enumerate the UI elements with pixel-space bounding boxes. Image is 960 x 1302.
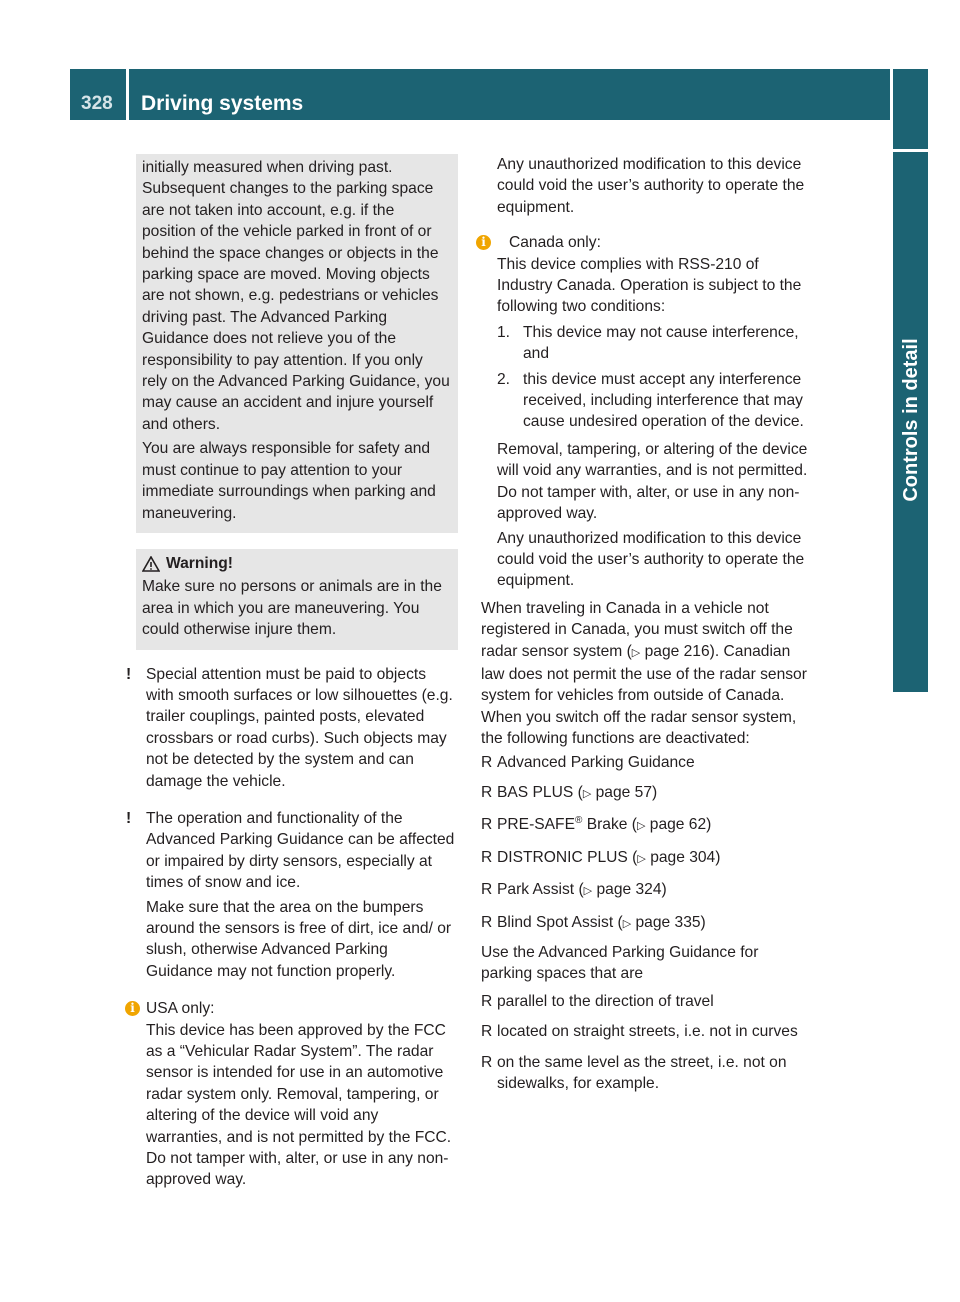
page-header (70, 69, 890, 120)
bullet-icon: R (481, 816, 493, 834)
canada-text: This device complies with RSS-210 of Industry Canada. Operation is subject to the following two conditions: (497, 255, 802, 316)
page-number-box (70, 69, 126, 120)
bullet-icon: R (481, 881, 493, 899)
warning-text: Make sure no persons or animals are in the area in which you are maneuvering. You could otherwise injure them. (142, 578, 442, 639)
list-item: R BAS PLUS (▷ page 57) (481, 782, 813, 805)
page-ref-link[interactable]: page 304 (650, 848, 716, 866)
warning-title-row (142, 553, 452, 574)
canada-unauthorized-text: Any unauthorized modification to this device could void the user’s authority to operate the equipment. (497, 529, 805, 590)
page-ref-link[interactable]: page 216 (644, 642, 710, 660)
list-item: R Park Assist (▷ page 324) (481, 879, 813, 902)
parking-conditions (481, 991, 813, 1095)
page-number: 328 (81, 93, 113, 114)
warning-title: Warning! (166, 554, 233, 572)
use-intro: Use the Advanced Parking Guidance for parking spaces that are (481, 944, 759, 983)
traveling-paragraph: When traveling in Canada in a vehicle not registered in Canada, you must switch off the radar sensor system (▷ page 216). Canadian law does not permit the use of the radar sensor system for vehicles from outside of Canada. When you switch off the radar sensor system, the following functions are deactivated: (481, 599, 807, 748)
usa-text: This device has been approved by the FCC as a “Vehicular Radar System”. The radar sensor is intended for use in an automotive radar system only. Removal, tampering, or altering of the device will void any warranties, and is not permitted by the FCC. Do not tamper with, alter, or use in any non-approved way. (146, 1021, 452, 1189)
page-ref-link[interactable]: page 62 (649, 816, 707, 834)
bullet-icon: R (481, 848, 493, 866)
usa-heading: USA only: (146, 1000, 215, 1018)
note-sensors-text-2: Make sure that the area on the bumpers around the sensors is free of dirt, ice and/ or slush, otherwise Advanced Parking Guidance may not function properly. (146, 898, 452, 980)
page-ref-arrow-icon: ▷ (637, 852, 646, 865)
note-usa (130, 998, 458, 1191)
note-objects (126, 664, 458, 792)
bullet-icon: R (481, 753, 493, 771)
page-ref-arrow-icon: ▷ (582, 787, 592, 800)
bullet-icon: R (481, 1053, 493, 1071)
list-item: R on the same level as the street, i.e. not on sidewalks, for example. (481, 1053, 787, 1093)
list-item: R Blind Spot Assist (▷ page 335) (481, 912, 813, 935)
danger-box-continued (136, 154, 458, 533)
list-item: R PRE-SAFE® Brake (▷ page 62) (481, 814, 813, 837)
bullet-icon: R (481, 1023, 493, 1041)
note-objects-text: Special attention must be paid to objects with smooth surfaces or low silhouettes (e.g. trailer couplings, painted posts, elevated crossbars or road curbs). Such objects may not be detected by the system and can damage the vehicle. (146, 665, 453, 790)
usa-continued (481, 154, 813, 218)
exclaim-icon: ! (126, 665, 132, 683)
page-ref-link[interactable]: page 57 (595, 783, 652, 801)
sidebar-label: Controls in detail (899, 338, 922, 502)
right-column (481, 154, 813, 1103)
info-icon: i (476, 235, 491, 250)
left-column (126, 154, 458, 1194)
canada-removal-text: Removal, tampering, or altering of the device will void any warranties, and is not permitted. Do not tamper with, alter, or use in any non-approved way. (497, 440, 808, 523)
usa-unauthorized-text: Any unauthorized modification to this device could void the user’s authority to operate the equipment. (497, 156, 805, 216)
section-title-bar (129, 69, 890, 120)
list-item: 1. This device may not cause interference, and (497, 323, 799, 363)
list-item: R DISTRONIC PLUS (▷ page 304) (481, 847, 813, 870)
list-item: R parallel to the direction of travel (481, 991, 813, 1012)
page-ref-arrow-icon: ▷ (583, 885, 593, 898)
warning-box (136, 549, 458, 650)
bullet-icon: R (481, 783, 493, 801)
note-sensors-text-1: The operation and functionality of the Advanced Parking Guidance can be affected or impaired by dirty sensors, especially at times of snow and ice. (146, 809, 455, 892)
sidebar-tab (893, 69, 928, 149)
deactivated-functions (481, 752, 813, 935)
page-ref-link[interactable]: page 324 (596, 881, 662, 899)
page-ref-arrow-icon: ▷ (622, 917, 632, 930)
canada-heading: Canada only: (509, 234, 601, 252)
danger-text-1: initially measured when driving past. Subsequent changes to the parking space are not taken into account, e.g. if the position of the vehicle parked in front of or behind the space changes or objects in the parking space are moved. Moving objects are not shown, e.g. pedestrians or vehicles driving past. The Advanced Parking Guidance does not relieve you of the responsibility to pay attention. If you only rely on the Advanced Parking Guidance, you may cause an accident and injure yourself and others. (142, 159, 450, 433)
page-ref-link[interactable]: page 335 (635, 913, 701, 931)
list-item: R located on straight streets, i.e. not in curves (481, 1021, 813, 1042)
section-title: Driving systems (141, 92, 304, 115)
bullet-icon: R (481, 913, 493, 931)
danger-text-2: You are always responsible for safety and must continue to pay attention to your immediate surroundings when parking and maneuvering. (142, 440, 436, 522)
info-icon: i (125, 1001, 140, 1016)
bullet-icon: R (481, 992, 493, 1010)
page-ref-arrow-icon: ▷ (636, 820, 646, 833)
canada-conditions (497, 322, 813, 433)
exclaim-icon: ! (126, 809, 132, 827)
note-canada (481, 232, 813, 592)
note-sensors (126, 808, 458, 982)
warning-triangle-icon (142, 556, 160, 572)
list-item: 2. this device must accept any interference received, including interference that may cause undesired operation of the device. (497, 370, 804, 431)
page-ref-arrow-icon: ▷ (631, 646, 641, 659)
list-item: R Advanced Parking Guidance (481, 752, 813, 773)
